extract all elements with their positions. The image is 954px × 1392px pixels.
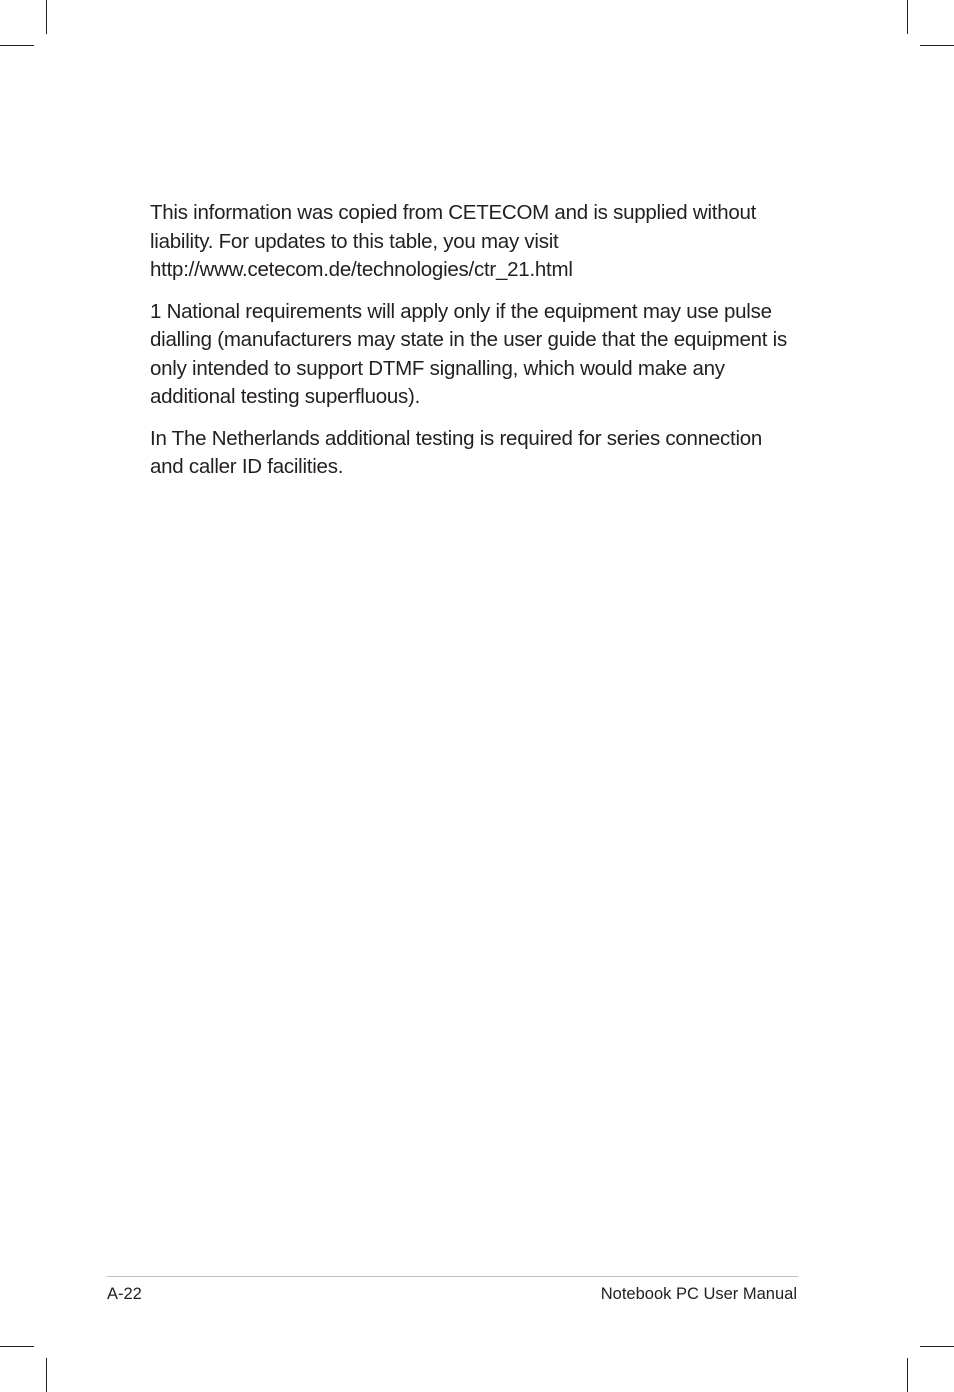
crop-mark-top-left-horizontal bbox=[0, 45, 34, 46]
crop-mark-bottom-right-vertical bbox=[907, 1358, 908, 1392]
body-text bbox=[150, 199, 800, 495]
crop-mark-top-right-horizontal bbox=[920, 45, 954, 46]
page-number: A-22 bbox=[107, 1285, 142, 1303]
crop-mark-top-left-vertical bbox=[46, 0, 47, 34]
crop-mark-bottom-left-vertical bbox=[46, 1358, 47, 1392]
footer-divider bbox=[107, 1276, 798, 1277]
crop-mark-top-right-vertical bbox=[907, 0, 908, 34]
crop-mark-bottom-left-horizontal bbox=[0, 1346, 34, 1347]
manual-title: Notebook PC User Manual bbox=[600, 1285, 797, 1303]
cetecom-note-paragraph: This information was copied from CETECOM and is supplied without liability. For updates to this table, you may visit http://www.cetecom.de/technologies/ctr_21.html bbox=[150, 201, 757, 281]
crop-mark-bottom-right-horizontal bbox=[920, 1346, 954, 1347]
national-requirements-footnote: 1 National requirements will apply only if the equipment may use pulse dialling (manufacturers may state in the user guide that the equipment is only intended to support DTMF signalling, which would make any additional testing superfluous). bbox=[150, 299, 787, 408]
netherlands-note-paragraph: In The Netherlands additional testing is required for series connection and caller ID facilities. bbox=[150, 426, 763, 478]
